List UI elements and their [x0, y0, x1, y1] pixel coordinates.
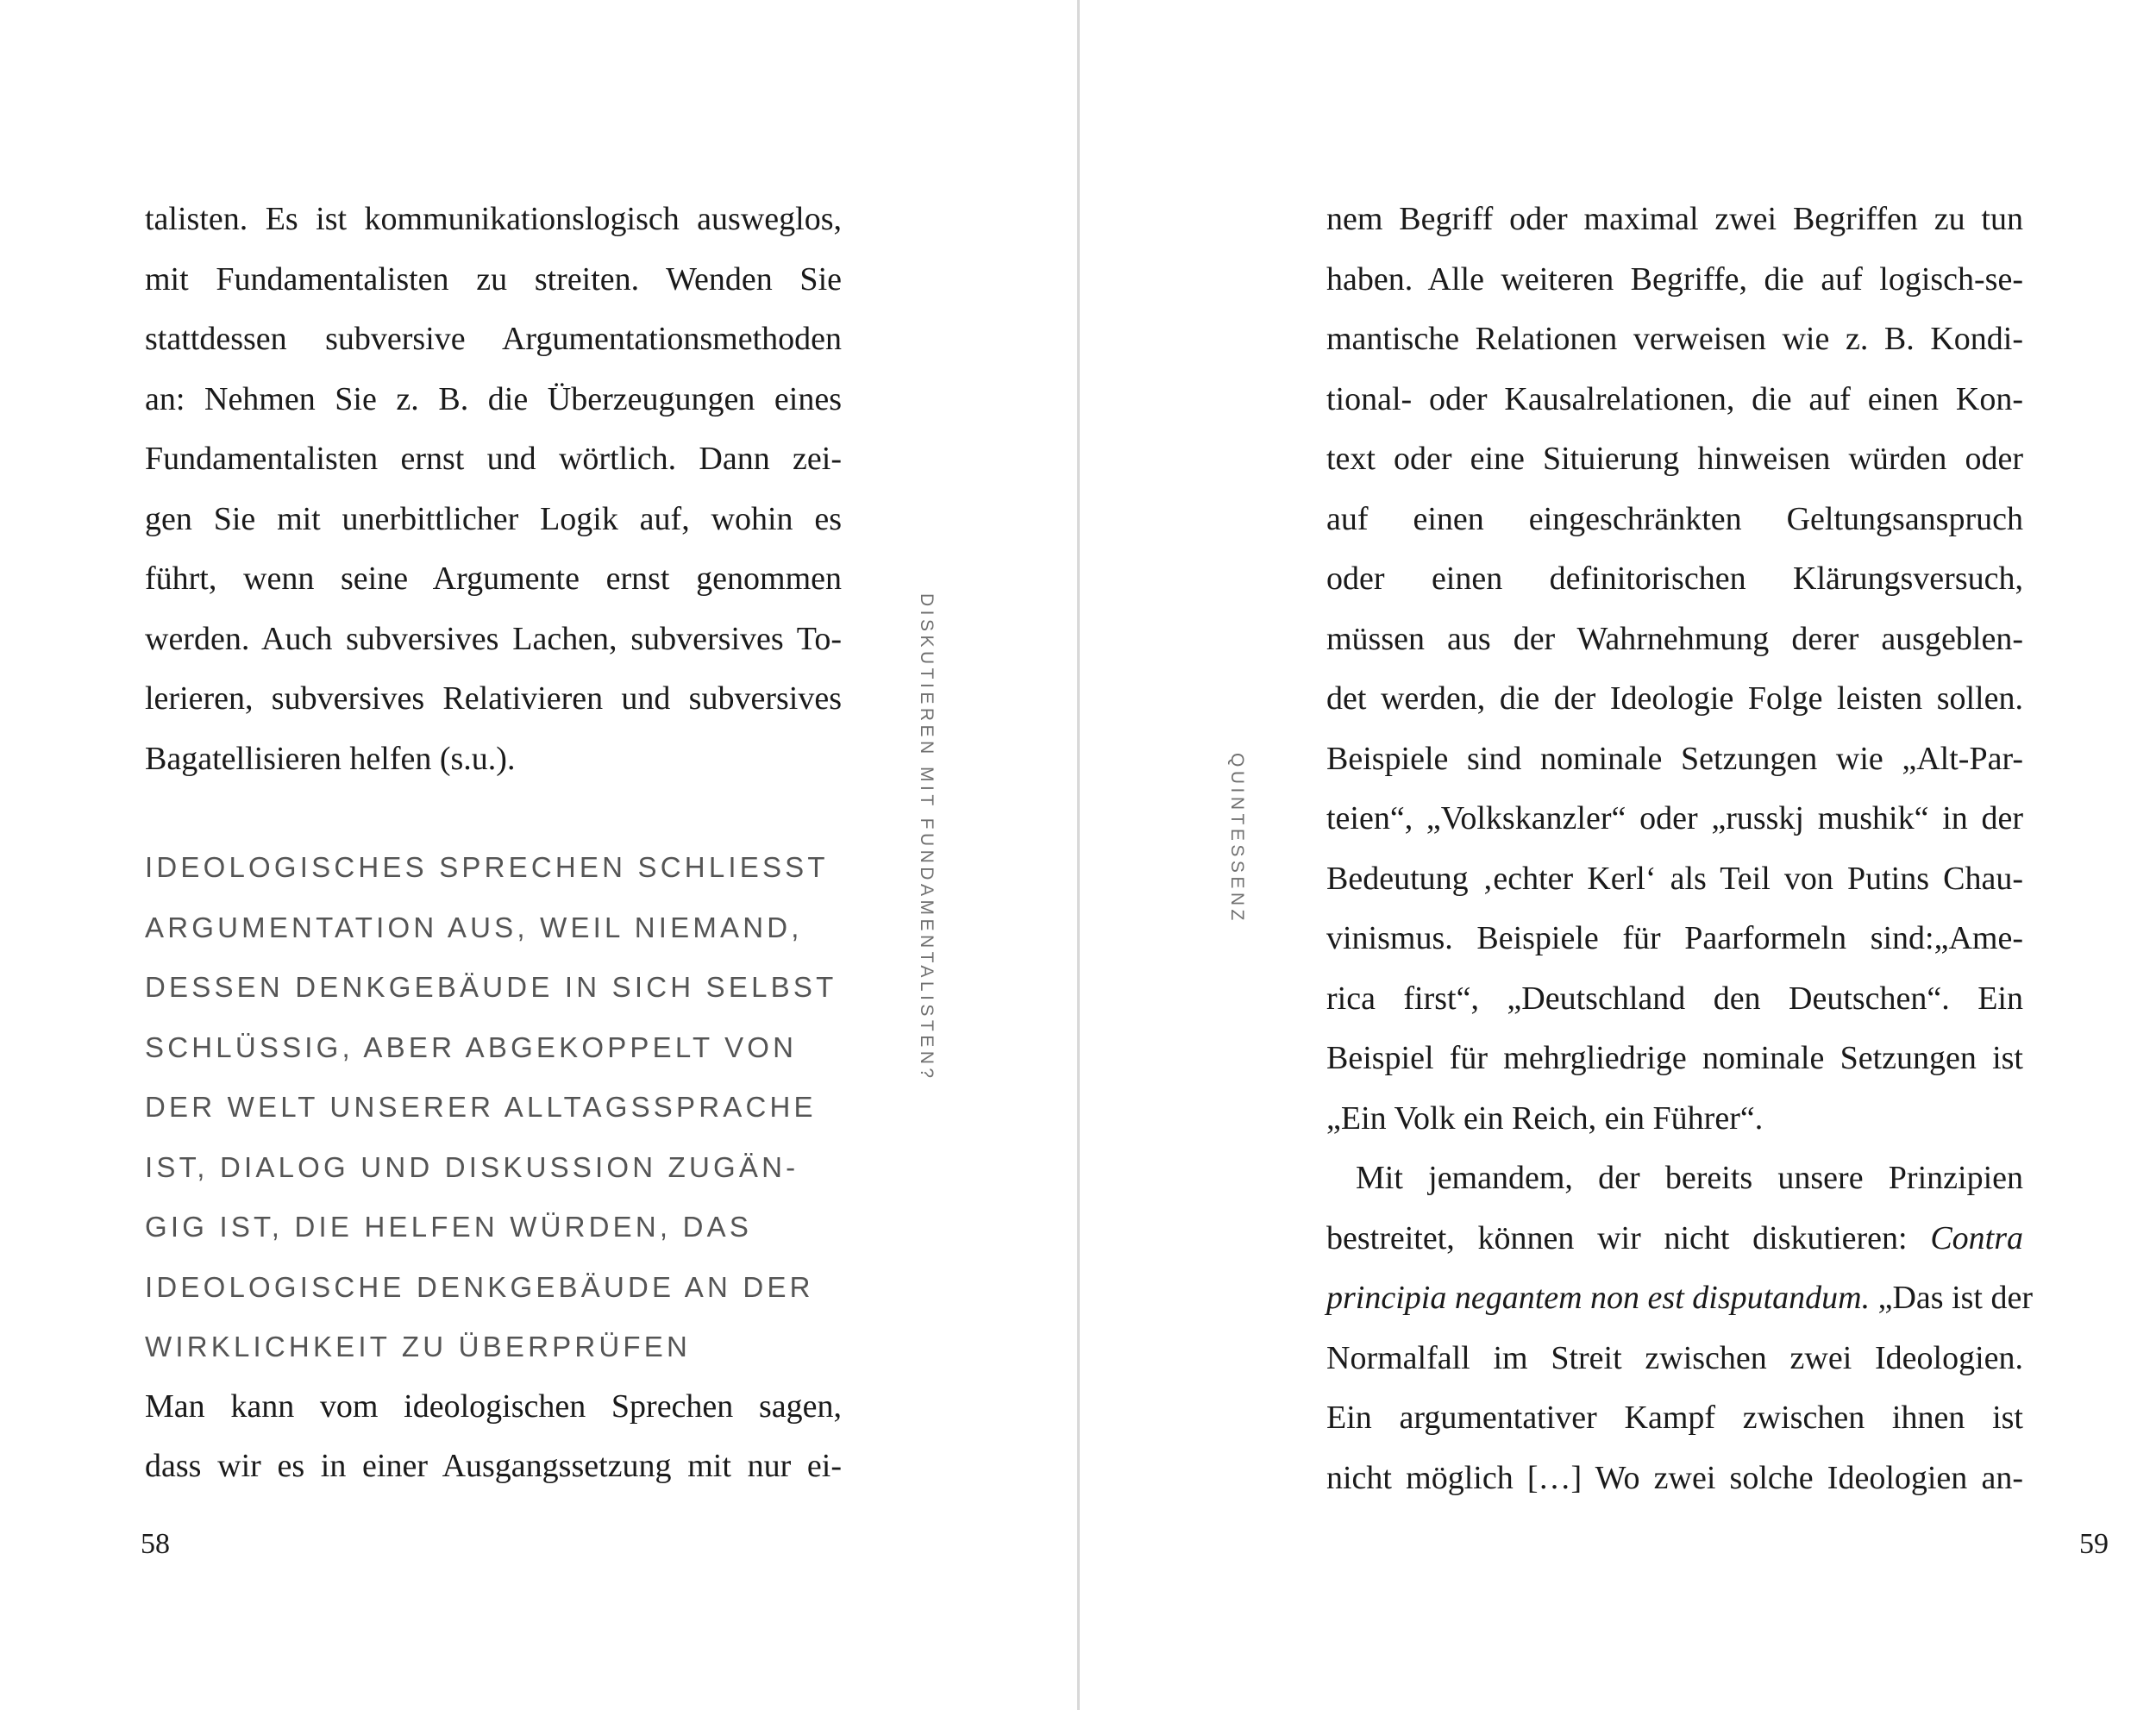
text-line: det werden, die der Ideologie Folge leisten sollen. [1326, 680, 2023, 717]
text-line: talisten. Es ist kommunikationslogisch ausweglos, [145, 201, 842, 237]
text-line: auf einen eingeschränkten Geltungsanspruch [1326, 500, 2023, 537]
text-line [1326, 1268, 2034, 1329]
left-paragraph-2 [145, 1377, 842, 1497]
right-page [1080, 0, 2156, 1710]
text-line: stattdessen subversive Argumentationsmethoden [145, 321, 842, 357]
text-line: Bagatellisieren helfen (s.u.). [145, 740, 516, 777]
text-line: teien“, „Volkskanzler“ oder „russkj mushik“ in der [1326, 800, 2023, 836]
text-line: Beispiele sind nominale Setzungen wie „Alt-Par- [1326, 740, 2023, 777]
line-text: „Das ist der [1877, 1280, 2034, 1316]
page-number-right: 59 [2079, 1528, 2109, 1560]
text-line: lerieren, subversives Relativieren und subversives [145, 680, 842, 717]
pull-quote [145, 837, 842, 1377]
right-paragraph-1 [1326, 190, 2023, 1149]
latin-quote: principia negantem non est disputandum. [1326, 1280, 1871, 1316]
text-line: Normalfall im Streit zwischen zwei Ideologien. [1326, 1339, 2023, 1376]
pull-quote-line: ARGUMENTATION AUS, WEIL NIEMAND, [145, 911, 803, 943]
text-line: Bedeutung ‚echter Kerl‘ als Teil von Putins Chau- [1326, 860, 2023, 897]
text-line: tional- oder Kausalrelationen, die auf einen Kon- [1326, 380, 2023, 417]
left-text-column [145, 190, 842, 1497]
text-line: werden. Auch subversives Lachen, subversives To- [145, 620, 842, 657]
text-line: an: Nehmen Sie z. B. die Überzeugungen eines [145, 380, 842, 417]
text-line: Man kann vom ideologischen Sprechen sagen, [145, 1387, 842, 1425]
text-line: rica first“, „Deutschland den Deutschen“. Ein [1326, 980, 2023, 1017]
text-line: mit Fundamentalisten zu streiten. Wenden Sie [145, 260, 842, 298]
text-line: führt, wenn seine Argumente ernst genommen [145, 561, 842, 597]
text-line: nem Begriff oder maximal zwei Begriffen zu tun [1326, 201, 2023, 237]
pull-quote-line: GIG IST, DIE HELFEN WÜRDEN, DAS [145, 1211, 753, 1243]
text-line: Beispiel für mehrgliedrige nominale Setzungen ist [1326, 1040, 2023, 1076]
running-head-right: QUINTESSENZ [1227, 753, 1247, 924]
left-paragraph-1 [145, 190, 842, 789]
running-head-left: DISKUTIEREN MIT FUNDAMENTALISTEN? [917, 593, 937, 1082]
right-text-column [1326, 190, 2034, 1508]
text-line: nicht möglich […] Wo zwei solche Ideologien an- [1326, 1459, 2023, 1496]
text-line: dass wir es in einer Ausgangssetzung mit nur ei- [145, 1448, 842, 1484]
text-line: vinismus. Beispiele für Paarformeln sind:„Ame- [1326, 920, 2023, 956]
text-line: text oder eine Situierung hinweisen würden oder [1326, 441, 2023, 477]
text-line: „Ein Volk ein Reich, ein Führer“. [1326, 1099, 1764, 1137]
pull-quote-line: DER WELT UNSERER ALLTAGSSPRACHE [145, 1091, 817, 1123]
text-line: Ein argumentativer Kampf zwischen ihnen ist [1326, 1400, 2023, 1436]
page-number-left: 58 [141, 1528, 170, 1560]
pull-quote-line: IST, DIALOG UND DISKUSSION ZUGÄN- [145, 1150, 799, 1183]
text-line: haben. Alle weiteren Begriffe, die auf logisch-se- [1326, 260, 2023, 298]
pull-quote-line: DESSEN DENKGEBÄUDE IN SICH SELBST [145, 971, 837, 1003]
latin-quote: Contra [1930, 1219, 2024, 1256]
text-line: oder einen definitorischen Klärungsversuch, [1326, 561, 2023, 597]
text-line [1326, 1209, 2023, 1269]
pull-quote-line: SCHLÜSSIG, ABER ABGEKOPPELT VON [145, 1030, 798, 1063]
text-line: Fundamentalisten ernst und wörtlich. Dann zei- [145, 441, 842, 477]
text-line: Mit jemandem, der bereits unsere Prinzipien [1356, 1160, 2023, 1196]
left-page [0, 0, 1077, 1710]
pull-quote-line: IDEOLOGISCHE DENKGEBÄUDE AN DER [145, 1270, 814, 1303]
line-text: bestreitet, können wir nicht diskutieren: [1326, 1219, 1908, 1256]
text-line: mantische Relationen verweisen wie z. B. Kondi- [1326, 321, 2023, 357]
text-line: gen Sie mit unerbittlicher Logik auf, wohin es [145, 500, 842, 537]
pull-quote-line: IDEOLOGISCHES SPRECHEN SCHLIESST [145, 851, 829, 883]
pull-quote-line: WIRKLICHKEIT ZU ÜBERPRÜFEN [145, 1331, 691, 1362]
right-paragraph-2 [1326, 1149, 2034, 1508]
text-line: müssen aus der Wahrnehmung derer ausgeblen- [1326, 620, 2023, 657]
